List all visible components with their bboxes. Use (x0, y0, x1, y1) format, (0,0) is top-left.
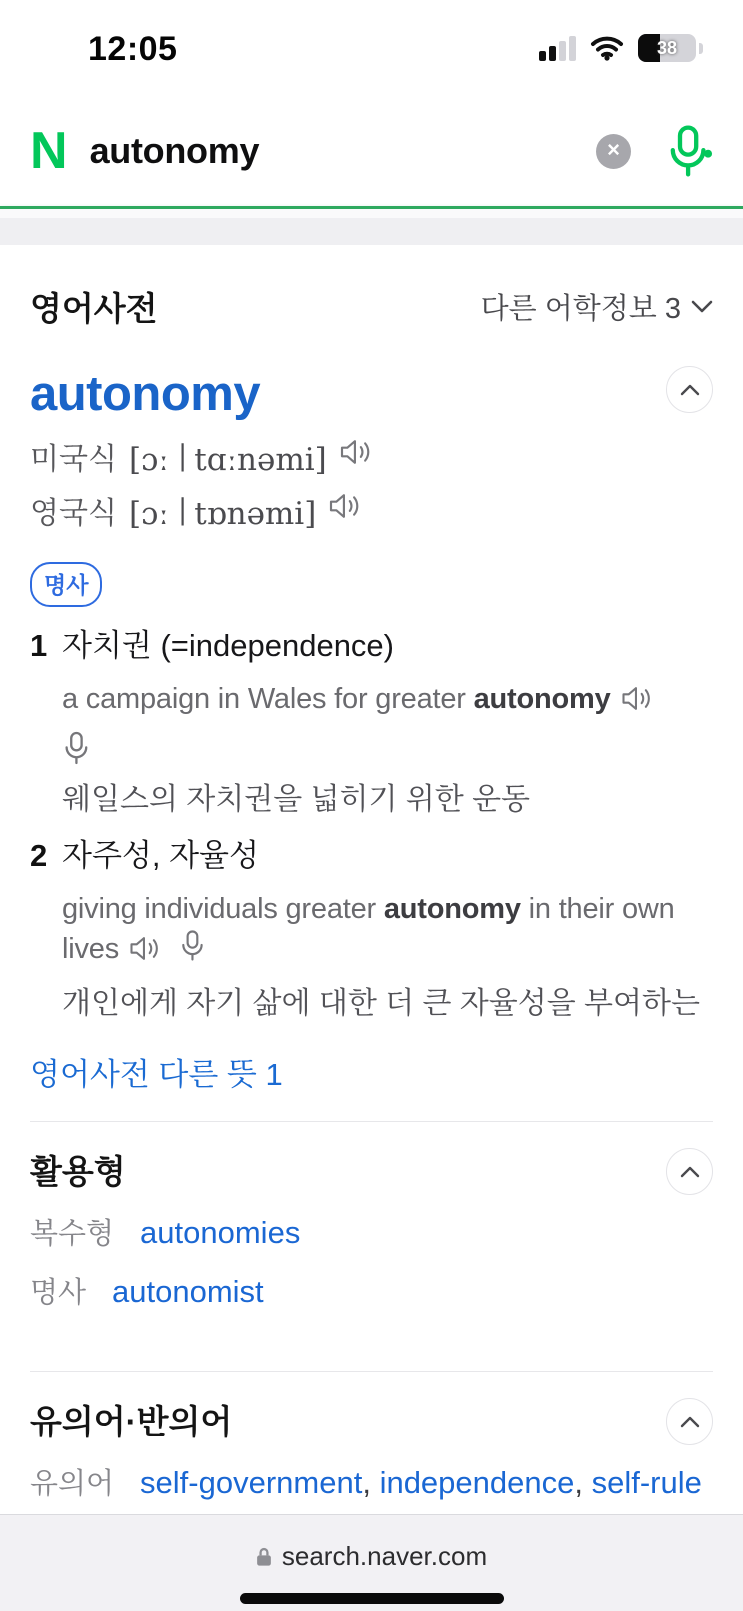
status-bar (0, 0, 743, 96)
word-link[interactable]: independence (379, 1465, 575, 1500)
word-link[interactable]: self-government (140, 1465, 363, 1500)
battery-percent: 38 (656, 37, 678, 58)
sense-number: 2 (30, 838, 48, 873)
wifi-icon (590, 35, 624, 61)
stress-mark: | (177, 438, 188, 472)
search-bar (0, 96, 743, 206)
sense-1 (30, 625, 713, 819)
speaker-icon (129, 935, 161, 962)
plural-form-row (30, 1213, 713, 1254)
pron-label: 미국식 (30, 443, 117, 476)
example-sentence: a campaign in Wales for greater autonomy (62, 679, 713, 723)
collapse-thesaurus-button[interactable] (666, 1398, 713, 1445)
page-top-strip (0, 209, 743, 245)
separator: , (362, 1465, 380, 1500)
divider (30, 1371, 713, 1372)
chevron-up-icon (680, 1166, 700, 1178)
battery-cap (699, 43, 703, 54)
close-icon: × (607, 137, 620, 162)
sense-2 (30, 835, 713, 1023)
collapse-entry-button[interactable] (666, 366, 713, 413)
microphone-icon (62, 730, 92, 766)
speaker-icon (339, 438, 373, 466)
stress-mark: | (177, 492, 188, 526)
thesaurus-title: 유의어·반의어 (30, 1402, 233, 1440)
noun-form-row (30, 1272, 713, 1313)
word-link[interactable]: autonomies (140, 1215, 301, 1250)
search-input[interactable]: autonomy (89, 130, 260, 171)
chevron-up-icon (680, 384, 700, 396)
forms-section-header (30, 1148, 713, 1195)
word-link[interactable]: autonomist (112, 1274, 264, 1309)
other-language-info-dropdown[interactable] (481, 286, 713, 327)
home-indicator[interactable] (240, 1593, 504, 1604)
pronunciation-us (30, 438, 713, 482)
ipa-text: [ɔː | tɑːnəmi] (129, 440, 327, 481)
clear-search-button[interactable] (596, 134, 631, 169)
form-label: 복수형 (30, 1218, 115, 1250)
example-audio-button[interactable] (129, 933, 161, 973)
status-icons (539, 30, 703, 62)
microphone-icon (179, 929, 207, 962)
ipa-text: [ɔː | tɒnəmi] (129, 494, 316, 535)
sense-number: 1 (30, 628, 48, 663)
microphone-icon (665, 124, 713, 178)
synonym-label: 유의어 (30, 1468, 115, 1500)
form-label: 명사 (30, 1277, 87, 1309)
example-record-button[interactable] (62, 727, 713, 769)
sense-meaning: 자치권 (=independence) (62, 628, 394, 663)
speaker-icon (328, 492, 362, 520)
sense-meaning: 자주성, 자율성 (62, 838, 259, 873)
word-link[interactable]: self-rule (591, 1465, 702, 1500)
thesaurus-section-header (30, 1398, 713, 1445)
battery-icon (638, 34, 696, 62)
example-sentence: giving individuals greater autonomy in their own lives (62, 889, 713, 973)
browser-bottom-bar (0, 1514, 743, 1611)
pronunciation-uk (30, 492, 713, 536)
pronounce-audio-button[interactable] (328, 492, 362, 536)
naver-logo[interactable]: N (30, 122, 66, 180)
divider (30, 1121, 713, 1122)
pron-label: 영국식 (30, 497, 117, 530)
clock: 12:05 (88, 30, 178, 68)
headword-link[interactable]: autonomy (30, 367, 261, 421)
dictionary-title: 영어사전 (30, 290, 158, 327)
separator: , (574, 1465, 592, 1500)
part-of-speech-badge: 명사 (30, 562, 102, 607)
example-record-button[interactable] (179, 929, 207, 973)
forms-title: 활용형 (30, 1152, 126, 1190)
example-translation: 웨일스의 자치권을 넓히기 위한 운동 (62, 783, 531, 816)
chevron-up-icon (680, 1416, 700, 1428)
dictionary-header (30, 283, 713, 330)
headword-row (30, 366, 713, 422)
collapse-forms-button[interactable] (666, 1148, 713, 1195)
address-bar[interactable] (0, 1541, 743, 1572)
pronounce-audio-button[interactable] (339, 438, 373, 482)
speaker-icon (621, 685, 653, 712)
example-audio-button[interactable] (621, 683, 653, 723)
chevron-down-icon (691, 300, 713, 313)
other-info-label: 다른 어학정보 3 (480, 293, 681, 325)
voice-search-button[interactable] (665, 124, 713, 178)
dictionary-result (0, 283, 743, 1568)
lock-icon (256, 1546, 272, 1567)
url-text: search.naver.com (281, 1541, 488, 1571)
more-meanings-link[interactable]: 영어사전 다른 뜻 1 (30, 1057, 283, 1092)
example-translation: 개인에게 자기 삶에 대한 더 큰 자율성을 부여하는 (62, 987, 700, 1020)
synonyms-row (30, 1463, 713, 1509)
cellular-signal-icon (539, 36, 576, 61)
